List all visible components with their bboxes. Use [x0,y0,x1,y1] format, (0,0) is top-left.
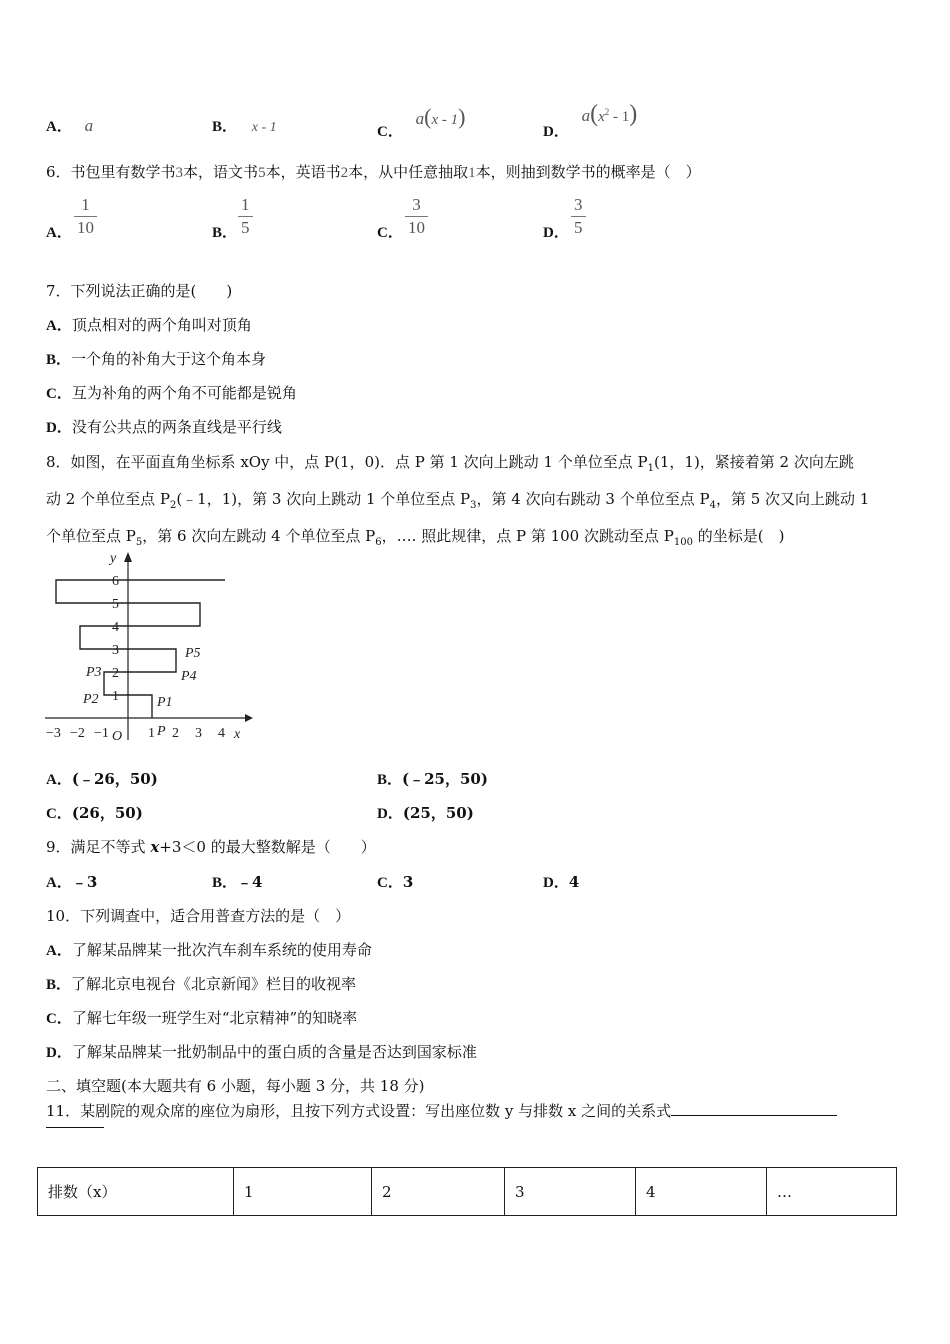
q5-option-d: D． $a(x^2 - 1)$ [543,101,638,140]
x-tick-neg1: −1 [94,726,109,741]
q9-option-c: C．3 [377,873,414,891]
q11-table [37,1167,897,1216]
table-row [38,1168,897,1216]
x-axis-arrow [245,714,253,722]
q5-expr-d-sup: 2 [604,107,610,117]
q8-option-d: D．(25，50) [377,804,474,822]
x-tick-4: 4 [218,726,225,741]
y-tick-1: 1 [112,689,119,704]
q7-stem: 7．下列说法正确的是( ) [46,282,233,300]
q11-answer-blank [671,1115,837,1116]
q5-expr-d-base: x [598,109,605,125]
y-axis-arrow [124,552,132,562]
x-tick-1: 1 [148,726,155,741]
q6-fraction-b: 1 5 [238,195,253,238]
x-tick-2: 2 [172,726,179,741]
point-label-p2: P2 [83,692,99,707]
x-tick-neg2: −2 [70,726,85,741]
q9-option-b: B．﹣4 [212,873,263,891]
q5-option-b [212,115,277,136]
option-label: A． [46,119,72,135]
y-axis-label: y [110,551,117,566]
point-label-p: P [157,724,166,739]
q8-coordinate-figure [40,548,255,748]
q5-expr-b: x - 1 [251,120,277,135]
q7-option-d: D．没有公共点的两条直线是平行线 [46,418,282,436]
q11-stem: 11．某剧院的观众席的座位为扇形，且按下列方式设置：写出座位数 y 与排数 x 之间的关系式 [46,1100,837,1121]
q8-option-c: C．(26，50) [46,804,143,822]
origin-label: O [112,729,123,744]
q6-fraction-c: 3 10 [405,195,428,238]
q8-option-b: B．(﹣25，50) [377,770,488,788]
q8-stem-line1: 8．如图，在平面直角坐标系 xOy 中，点 P(1，0)．点 P 第 1 次向上跳动 1 个单位至点 $P_1(1$，1)，紧接着第 2 次向左跳 [46,453,854,474]
point-label-p1: P1 [157,695,173,710]
q5-expr-c-prefix: a [415,109,425,128]
q11-answer-blank-continued [46,1127,104,1128]
q10-stem: 10．下列调查中，适合用普查方法的是（ ） [46,907,351,925]
point-label-p3: P3 [86,665,102,680]
option-label: D． [543,124,569,140]
y-tick-6: 6 [112,574,119,589]
q10-option-b: B．了解北京电视台《北京新闻》栏目的收视率 [46,975,357,993]
q5-option-c: C． a(x - 1) [377,104,466,140]
table-cell: … [767,1168,897,1216]
q6-option-a-label: A． [46,225,72,241]
y-tick-4: 4 [112,620,119,635]
q6-option-c-label: C． [377,225,403,241]
q8-option-a: A．(﹣26，50) [46,770,158,788]
q9-option-a: A．﹣3 [46,873,98,891]
q5-expr-d-rest: - 1 [609,109,630,125]
x-tick-3: 3 [195,726,202,741]
q8-stem-line3: 个单位至点 $P_5$，第 6 次向左跳动 4 个单位至点 $P_6$，…. 照此规律，点 P 第 100 次跳动至点 $P_{100}$ 的坐标是( ) [46,527,785,548]
option-label: B． [212,119,238,135]
q8-stem-line2: 动 2 个单位至点 $P_2(﹣1$，1)，第 3 次向上跳动 1 个单位至点 $P_3$，第 4 次向右跳动 3 个单位至点 $P_4$，第 5 次又向上跳动 1 [46,490,870,511]
table-cell: 2 [372,1168,505,1216]
x-tick-neg3: −3 [46,726,61,741]
q6-option-b-label: B． [212,225,238,241]
q9-stem: 9．满足不等式 x+3＜0 的最大整数解是（ ） [46,838,376,856]
table-cell: 4 [636,1168,767,1216]
section-heading: 二、填空题(本大题共有 6 小题，每小题 3 分，共 18 分) [46,1077,425,1095]
point-label-p5: P5 [185,646,201,661]
q6-fraction-a: 1 10 [74,195,97,238]
q10-option-d: D．了解某品牌某一批奶制品中的蛋白质的含量是否达到国家标准 [46,1043,477,1061]
q9-option-d: D．4 [543,873,580,891]
y-tick-2: 2 [112,666,119,681]
table-cell: 1 [234,1168,372,1216]
q6-fraction-d: 3 5 [571,195,586,238]
q5-expr-a: a [84,116,94,135]
q6-option-d-label: D． [543,225,569,241]
option-label: C． [377,124,403,140]
point-label-p4: P4 [181,669,197,684]
table-cell: 3 [505,1168,636,1216]
q10-option-c: C．了解七年级一班学生对“北京精神”的知晓率 [46,1009,358,1027]
q5-expr-c-inner: x - 1 [431,112,459,128]
y-tick-3: 3 [112,643,119,658]
x-axis-label: x [234,727,241,742]
q6-stem: 6．书包里有数学书3本，语文书5本，英语书2本，从中任意抽取1本，则抽到数学书的概率是（ ） [46,163,701,181]
q5-expr-d-prefix: a [581,106,591,125]
q7-option-b: B．一个角的补角大于这个角本身 [46,350,267,368]
q7-option-c: C．互为补角的两个角不可能都是锐角 [46,384,297,402]
table-cell-header: 排数（x） [38,1168,234,1216]
q5-option-a [46,115,93,136]
q10-option-a: A．了解某品牌某一批次汽车刹车系统的使用寿命 [46,941,372,959]
y-tick-5: 5 [112,597,119,612]
q7-option-a: A．顶点相对的两个角叫对顶角 [46,316,252,334]
